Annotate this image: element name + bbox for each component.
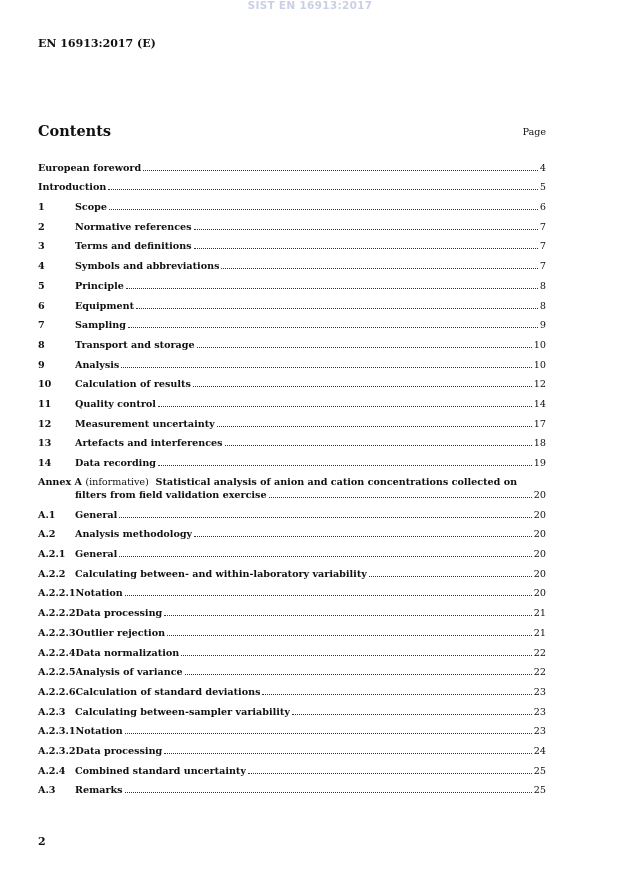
leader-dots [158,406,532,407]
leader-dots [128,327,538,328]
toc-entry-page: 22 [533,647,546,659]
toc-entry[interactable] [38,272,546,292]
toc-entry-title: Outlier rejection [75,627,166,639]
toc-entry[interactable] [38,659,546,679]
toc-entry-page: 20 [533,549,546,561]
toc-entry-number: 13 [38,438,52,450]
leader-dots [217,426,532,427]
toc-entry-title: Sampling [75,320,126,332]
toc-main-section [38,154,546,469]
toc-entry[interactable] [38,213,546,233]
document-id: EN 16913:2017 (E) [38,37,156,50]
toc-entry[interactable] [38,521,546,541]
leader-dots [292,714,532,715]
toc-entry-title: Terms and definitions [75,241,192,253]
toc-entry[interactable] [38,233,546,253]
leader-dots [269,497,532,498]
leader-dots [194,229,538,230]
annex-page: 20 [533,490,546,501]
toc-entry-title: Quality control [75,398,156,410]
toc-entry-title: Symbols and abbreviations [75,261,220,273]
toc-entry-page: 12 [533,379,546,391]
toc-entry-number: A.2.4 [38,765,66,777]
toc-entry-number: A.2.2 [38,568,66,580]
toc-entry-title: Measurement uncertainty [75,418,215,430]
leader-dots [194,536,532,537]
toc-entry-page: 10 [533,359,546,371]
toc-entry-number: 2 [38,221,45,233]
toc-entry-number: 9 [38,359,45,371]
toc-entry-annex-a[interactable] [38,469,546,501]
toc-entry-number: A.2.2.1 [38,588,76,600]
toc-entry-number: A.2.2.3 [38,627,76,639]
toc-entry[interactable] [38,698,546,718]
toc-entry[interactable] [38,737,546,757]
page-column-label: Page [522,127,546,138]
toc-entry-page: 20 [533,509,546,521]
leader-dots [221,268,537,269]
toc-entry-page: 25 [533,765,546,777]
toc-entry-number: 1 [38,202,45,214]
leader-dots [125,595,532,596]
toc-entry-title: General [75,509,118,521]
toc-entry-page: 23 [533,686,546,698]
toc-entry[interactable] [38,312,546,332]
toc-entry[interactable] [38,560,546,580]
leader-dots [193,386,532,387]
toc-entry-title: Combined standard uncertainty [75,765,246,777]
toc-entry-number: 6 [38,300,45,312]
toc-entry-page: 23 [533,706,546,718]
toc-entry-title: Remarks [75,785,123,797]
toc-entry-number: A.2.2.4 [38,647,76,659]
toc-annex-section [38,501,546,796]
toc-entry-title: Principle [75,280,124,292]
toc-entry[interactable] [38,449,546,469]
leader-dots [109,209,538,210]
toc-entry-title: Data normalization [75,647,180,659]
toc-entry-number: A.2.1 [38,549,66,561]
leader-dots [164,753,532,754]
toc-entry-page: 21 [533,627,546,639]
toc-entry[interactable] [38,540,546,560]
toc-entry-title: Analysis [75,359,120,371]
annex-label: Annex A [38,477,83,488]
toc-entry-title: Notation [75,588,123,600]
toc-entry-page: 22 [533,667,546,679]
toc-entry-page: 18 [533,438,546,450]
toc-entry-page: 20 [533,588,546,600]
toc-entry-title: Data processing [75,608,163,620]
toc-entry-number: A.2.2.6 [38,686,76,698]
toc-entry-number: A.2.2.5 [38,667,76,679]
leader-dots [185,674,532,675]
toc-entry-page: 7 [539,241,546,253]
toc-entry[interactable] [38,154,546,174]
table-of-contents [38,154,546,796]
toc-entry-number: A.3 [38,785,56,797]
toc-entry-title: Scope [75,202,107,214]
toc-entry-page: 4 [539,162,546,174]
annex-a-line2 [38,490,546,501]
toc-entry-number: 4 [38,261,45,273]
toc-entry-page: 6 [539,202,546,214]
toc-entry[interactable] [38,371,546,391]
toc-entry-title: Transport and storage [75,339,195,351]
contents-title: Contents [38,123,112,140]
toc-entry-number: 8 [38,339,45,351]
leader-dots [197,347,532,348]
toc-entry-title: Data recording [75,458,157,469]
toc-entry-page: 25 [533,785,546,797]
toc-entry[interactable] [38,174,546,194]
toc-entry-number: A.2.3.1 [38,726,76,738]
toc-entry[interactable] [38,580,546,600]
toc-entry-number: A.2.3 [38,706,66,718]
leader-dots [167,635,532,636]
annex-a-line1 [38,477,546,488]
toc-entry-number: 5 [38,280,45,292]
toc-entry[interactable] [38,599,546,619]
toc-entry[interactable] [38,678,546,698]
leader-dots [248,773,532,774]
toc-entry[interactable] [38,430,546,450]
annex-title-line1: Statistical analysis of anion and cation concentrations collected on [155,477,518,488]
toc-entry-page: 24 [533,745,546,757]
leader-dots [119,556,531,557]
leader-dots [369,576,532,577]
toc-entry-page: 14 [533,398,546,410]
toc-entry-number: 7 [38,320,45,332]
toc-entry-page: 8 [539,280,546,292]
toc-entry-page: 7 [539,221,546,233]
toc-entry-number: A.2.3.2 [38,745,76,757]
toc-entry-page: 17 [533,418,546,430]
toc-entry[interactable] [38,331,546,351]
toc-entry-page: 7 [539,261,546,273]
toc-entry-title: Artefacts and interferences [75,438,223,450]
toc-entry-number: 3 [38,241,45,253]
toc-entry-number: A.2.2.2 [38,608,76,620]
toc-entry-number: A.2 [38,529,56,541]
leader-dots [262,694,531,695]
toc-entry-page: 19 [533,458,546,469]
toc-entry-page: 9 [539,320,546,332]
toc-entry-title: Calculating between- and within-laboratory variability [75,568,367,580]
toc-entry[interactable] [38,390,546,410]
toc-entry-page: 5 [539,182,546,194]
leader-dots [126,288,538,289]
leader-dots [158,465,532,466]
toc-entry-title: Calculating between-sampler variability [75,706,290,718]
toc-entry-page: 8 [539,300,546,312]
toc-entry-title: Calculation of standard deviations [75,686,261,698]
toc-entry[interactable] [38,351,546,371]
toc-entry-title: Introduction [38,182,107,194]
leader-dots [125,792,532,793]
toc-entry-page: 20 [533,568,546,580]
toc-entry-title: Normative references [75,221,192,233]
toc-entry-title: Analysis of variance [75,667,183,679]
toc-entry-title: Analysis methodology [75,529,193,541]
toc-entry-page: 20 [533,529,546,541]
toc-entry[interactable] [38,501,546,521]
toc-entry-page: 23 [533,726,546,738]
leader-dots [181,655,532,656]
annex-a-block [38,477,546,501]
toc-entry[interactable] [38,292,546,312]
toc-entry-number: 14 [38,458,52,469]
toc-entry-number: 10 [38,379,52,391]
leader-dots [143,170,538,171]
leader-dots [225,445,532,446]
leader-dots [194,248,538,249]
leader-dots [121,367,531,368]
leader-dots [108,189,538,190]
toc-entry-title: General [75,549,118,561]
toc-entry-title: Calculation of results [75,379,191,391]
leader-dots [164,615,532,616]
toc-entry-title: European foreword [38,162,142,174]
footer-page-number: 2 [38,835,46,848]
annex-title-line2: filters from field validation exercise [75,490,267,501]
toc-entry[interactable] [38,718,546,738]
watermark: SIST EN 16913:2017 [247,0,373,12]
toc-entry[interactable] [38,410,546,430]
toc-entry-page: 21 [533,608,546,620]
toc-entry[interactable] [38,193,546,213]
leader-dots [136,308,538,309]
toc-entry-number: 12 [38,418,52,430]
leader-dots [125,733,532,734]
toc-entry-title: Notation [75,726,123,738]
toc-entry[interactable] [38,757,546,777]
toc-entry-title: Data processing [75,745,163,757]
toc-entry[interactable] [38,639,546,659]
toc-entry-number: A.1 [38,509,56,521]
toc-entry[interactable] [38,777,546,797]
toc-entry-number: 11 [38,398,52,410]
toc-entry-page: 10 [533,339,546,351]
leader-dots [119,517,531,518]
toc-entry-title: Equipment [75,300,135,312]
annex-type: (informative) [85,477,149,488]
toc-entry[interactable] [38,252,546,272]
toc-entry[interactable] [38,619,546,639]
